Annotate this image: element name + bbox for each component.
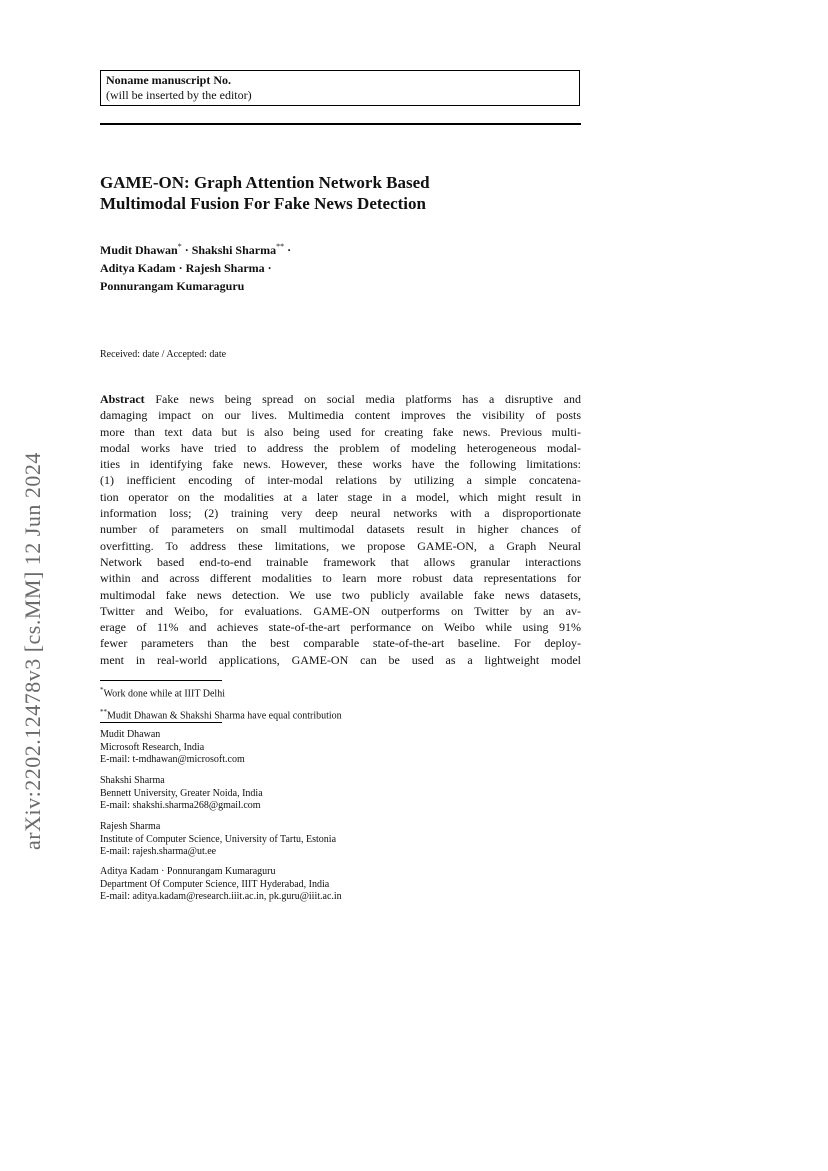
author-line: Aditya Kadam · Rajesh Sharma · xyxy=(100,261,272,275)
affiliation-block xyxy=(100,729,245,767)
editor-note: (will be inserted by the editor) xyxy=(106,88,252,102)
abstract-line: tion operator on the modalities at a later stage in a model, which might result in xyxy=(100,489,581,504)
footnote-text: Mudit Dhawan & Shakshi Sharma have equal contribution xyxy=(107,710,342,722)
affiliation-rule xyxy=(100,722,222,723)
footnote-mark: ** xyxy=(100,708,107,716)
abstract-line: modal works have tried to address the problem of modeling heterogeneous modal- xyxy=(100,440,581,455)
abstract-line: overfitting. To address these limitations, we propose GAME-ON, a Graph Neural xyxy=(100,538,581,553)
abstract-line: damaging impact on our lives. Multimedia content improves the visibility of posts xyxy=(100,408,581,423)
affiliation-org: Bennett University, Greater Noida, India xyxy=(100,787,263,799)
author-separator: · xyxy=(284,243,292,257)
author-list xyxy=(100,238,580,295)
affiliation-org: Microsoft Research, India xyxy=(100,741,205,753)
affiliation-name: Rajesh Sharma xyxy=(100,821,161,832)
abstract-line: fewer parameters than the best comparable state-of-the-art baseline. For deploy- xyxy=(100,636,581,651)
affiliation-email: E-mail: t-mdhawan@microsoft.com xyxy=(100,754,245,765)
abstract-label: Abstract xyxy=(100,392,145,406)
abstract-text: Fake news being spread on social media platforms has a disruptive and xyxy=(155,392,581,406)
affiliation-name: Mudit Dhawan xyxy=(100,729,161,740)
abstract-line: number of parameters on small multimodal datasets result in higher chances of xyxy=(100,522,581,537)
affiliation-block xyxy=(100,821,336,859)
affiliation-email: E-mail: shakshi.sharma268@gmail.com xyxy=(100,800,261,811)
footnote-mark: * xyxy=(177,242,182,251)
abstract-line: Twitter and Weibo, for evaluations. GAME-ON outperforms on Twitter by an av- xyxy=(100,603,581,618)
affiliation-name: Aditya Kadam · Ponnurangam Kumaraguru xyxy=(100,866,276,877)
affiliation-org: Institute of Computer Science, University of Tartu, Estonia xyxy=(100,833,337,845)
affiliation-name: Shakshi Sharma xyxy=(100,775,165,786)
footnote xyxy=(100,684,225,700)
abstract-line: erage of 11% and achieves state-of-the-art performance on Weibo while using 91% xyxy=(100,620,581,635)
author-line: Ponnurangam Kumaraguru xyxy=(100,279,245,293)
affiliation-email: E-mail: aditya.kadam@research.iiit.ac.in, pk.guru@iiit.ac.in xyxy=(100,891,342,902)
affiliation-org: Department Of Computer Science, IIIT Hyderabad, India xyxy=(100,878,330,890)
footnote-mark: * xyxy=(100,686,104,694)
title-line: Multimodal Fusion For Fake News Detection xyxy=(100,194,426,213)
affiliation-email: E-mail: rajesh.sharma@ut.ee xyxy=(100,846,217,857)
author-separator: · xyxy=(181,243,192,257)
footnote-rule xyxy=(100,680,222,681)
abstract-line: within and across different modalities to learn more robust data representations for xyxy=(100,571,581,586)
abstract-line: ment in real-world applications, GAME-ON can be used as a lightweight model xyxy=(100,652,581,667)
author-line xyxy=(100,238,580,259)
manuscript-number: Noname manuscript No. xyxy=(106,73,231,87)
affiliation-block xyxy=(100,866,342,904)
footnote xyxy=(100,706,342,722)
header-rule xyxy=(100,123,581,125)
abstract-line: more than text data but is also being used for creating fake news. Previous multi- xyxy=(100,424,581,439)
footnote-mark: ** xyxy=(276,242,285,251)
arxiv-stamp: arXiv:2202.12478v3 [cs.MM] 12 Jun 2024 xyxy=(20,452,45,850)
editor-info-box xyxy=(100,70,580,106)
author-name: Mudit Dhawan xyxy=(100,243,178,257)
paper-title xyxy=(100,172,580,214)
abstract-line: multimodal fake news detection. We use two publicly available fake news datasets, xyxy=(100,587,581,602)
abstract-line: ities in identifying fake news. However, these works have the following limitations: xyxy=(100,457,581,472)
abstract-line: (1) inefficient encoding of inter-modal relations by utilizing a simple concatena- xyxy=(100,473,581,488)
abstract-line xyxy=(100,391,581,407)
abstract xyxy=(100,391,581,668)
author-name: Shakshi Sharma xyxy=(191,243,277,257)
affiliation-block xyxy=(100,775,263,813)
title-line: GAME-ON: Graph Attention Network Based xyxy=(100,173,430,192)
abstract-line: information loss; (2) training very deep neural networks with a disproportionate xyxy=(100,506,581,521)
abstract-line: Network based end-to-end trainable framework that allows granular interactions xyxy=(100,554,581,569)
received-date: Received: date / Accepted: date xyxy=(100,349,227,360)
footnote-text: Work done while at IIIT Delhi xyxy=(103,688,225,700)
